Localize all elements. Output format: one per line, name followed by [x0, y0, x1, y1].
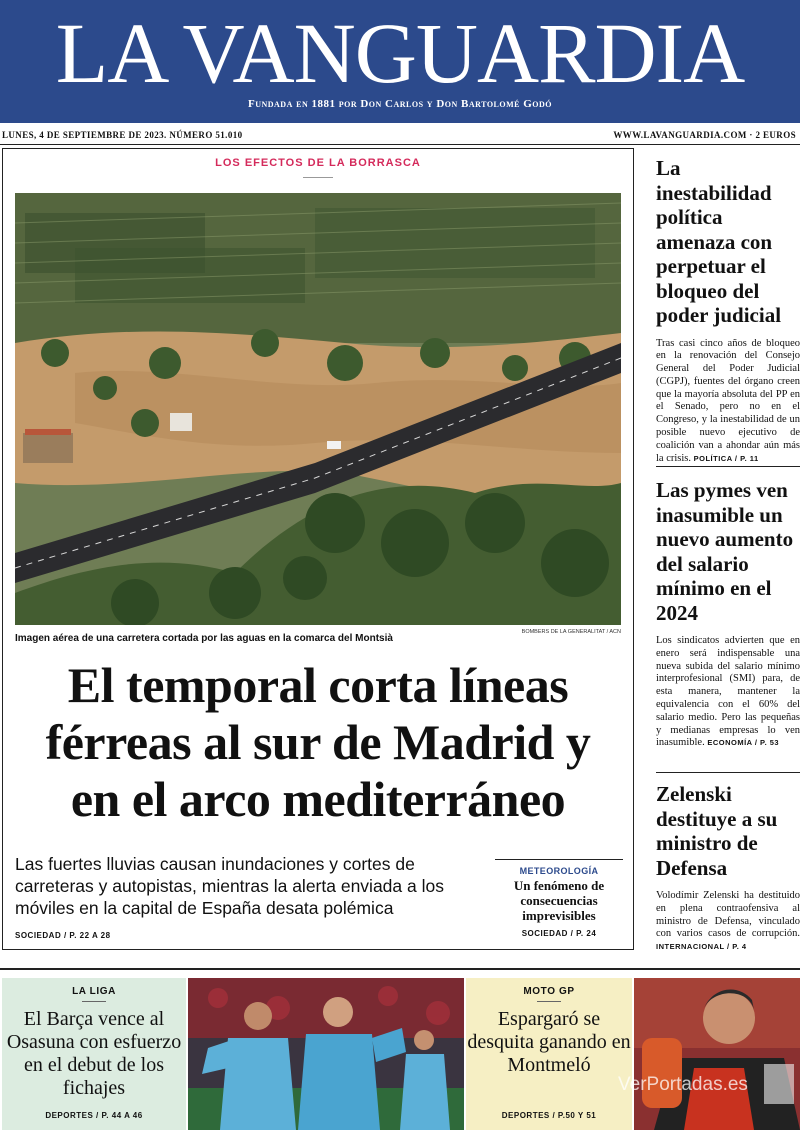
teaser-kicker: LA LIGA	[72, 986, 116, 997]
lead-deck: Las fuertes lluvias causan inundaciones y cortes de carreteras y autopistas, mientras la alerta enviada a los móviles en la capital de España desata polémica	[15, 854, 444, 918]
website-price[interactable]: WWW.LAVANGUARDIA.COM · 2 EUROS	[613, 130, 796, 140]
dateline	[0, 128, 800, 142]
teaser-section-ref[interactable]: DEPORTES / P. 44 A 46	[45, 1111, 143, 1120]
story-section-ref[interactable]: POLÍTICA / P. 11	[693, 453, 759, 463]
story-zelenski[interactable]	[644, 782, 800, 954]
watermark-text: VerPortadas.es	[618, 1074, 748, 1095]
divider	[537, 1001, 561, 1002]
story-text: Volodímir Zelenski ha destituido en plena contraofensiva al ministro de Defensa, vinculado con varios casos de corrupción.	[656, 890, 800, 940]
issue-date: LUNES, 4 DE SEPTIEMBRE DE 2023. NÚMERO 51.010	[2, 130, 243, 140]
headline-line: El temporal corta líneas	[67, 657, 569, 713]
lead-photo[interactable]	[15, 193, 621, 625]
headline-line: en el arco mediterráneo	[70, 771, 566, 827]
story-body	[644, 890, 800, 954]
story-body	[644, 635, 800, 750]
lead-headline[interactable]	[3, 657, 633, 828]
story-text: Los sindicatos advierten que en enero será indispensable una nueva subida del salario mínimo interprofesional (SMI) para, de esta manera, mantener la equivalencia con el 60% del salario medio. Pero las pequeñas y medianas empresas lo ven inasumible.	[656, 635, 800, 749]
photo-credit: BOMBERS DE LA GENERALITAT / ACN	[521, 629, 621, 635]
story-text: Tras casi cinco años de bloqueo en la renovación del Consejo General del Poder Judicial (CGPJ), fuentes del órgano creen que la mayoría absoluta del PP en el Senado, pero no en el Congreso, y la inestabilidad de un posible nuevo ejecutivo de coalición van a ahondar aún más la crisis.	[656, 337, 800, 464]
divider	[0, 144, 800, 145]
laliga-teaser[interactable]	[2, 978, 186, 1130]
story-headline: La inestabilidad política amenaza con perpetuar el bloqueo del poder judicial	[656, 156, 782, 327]
motogp-teaser[interactable]	[466, 978, 632, 1130]
divider	[656, 772, 800, 773]
divider	[82, 1001, 106, 1002]
lead-section-ref[interactable]: SOCIEDAD / P. 22 A 28	[15, 931, 111, 940]
football-photo[interactable]	[188, 978, 464, 1130]
founding-line: Fundada en 1881 por Don Carlos y Don Bartolomé Godó	[247, 98, 553, 110]
teaser-headline: Espargaró se desquita ganando en Montmeló	[467, 1008, 631, 1076]
story-section-ref[interactable]: INTERNACIONAL / P. 4	[656, 942, 747, 952]
motogp-photo[interactable]	[634, 978, 800, 1130]
story-headline: Las pymes ven inasumible un nuevo aumento del salario mínimo en el 2024	[656, 478, 794, 625]
newspaper-logo[interactable]: LA VANGUARDIA	[55, 5, 745, 101]
lead-story[interactable]	[2, 148, 634, 950]
teaser-section-ref[interactable]: DEPORTES / P.50 Y 51	[501, 1111, 597, 1120]
divider	[656, 466, 800, 467]
rider-image	[634, 978, 800, 1130]
divider	[303, 177, 333, 178]
masthead	[0, 0, 800, 123]
story-headline: Zelenski destituye a su ministro de Defensa	[656, 782, 778, 880]
story-cgpj[interactable]	[644, 156, 800, 465]
photo-caption: Imagen aérea de una carretera cortada por las aguas en la comarca del Montsià	[15, 633, 393, 644]
sidebar-section-ref[interactable]: SOCIEDAD / P. 24	[521, 929, 597, 938]
teaser-headline: El Barça vence al Osasuna con esfuerzo en el debut de los fichajes	[6, 1008, 182, 1099]
football-players-image	[188, 978, 464, 1130]
sidebar-title: Un fenómeno de consecuencias imprevisibles	[513, 878, 605, 923]
meteo-sidebar[interactable]	[495, 859, 623, 938]
flood-aerial-image	[15, 193, 621, 625]
story-body	[644, 338, 800, 466]
divider	[0, 968, 800, 970]
headline-line: férreas al sur de Madrid y	[45, 714, 591, 770]
story-pymes[interactable]	[644, 478, 800, 750]
teaser-kicker: MOTO GP	[523, 986, 575, 997]
story-section-ref[interactable]: ECONOMÍA / P. 53	[707, 738, 780, 748]
sidebar-label: METEOROLOGÍA	[519, 866, 599, 876]
story-kicker: LOS EFECTOS DE LA BORRASCA	[215, 157, 421, 169]
